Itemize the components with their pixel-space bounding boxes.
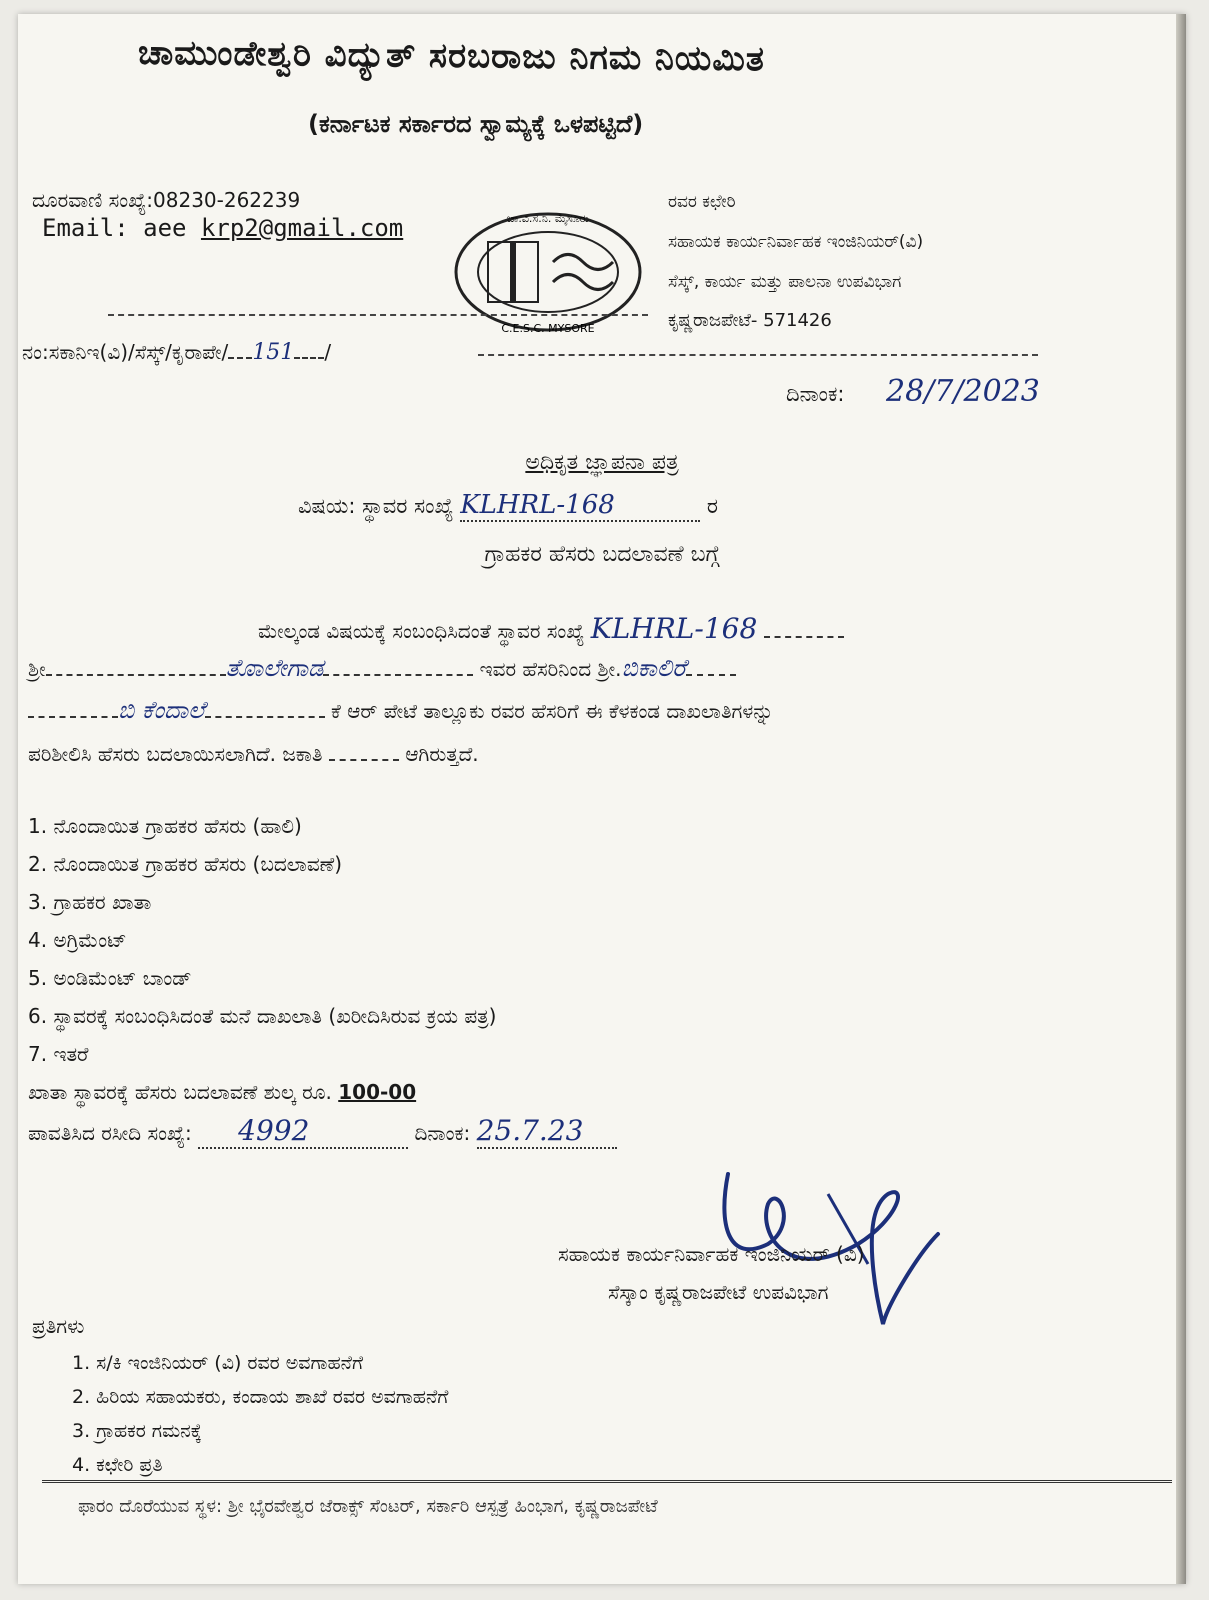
document-item-7: 7. ಇತರೆ <box>28 1042 89 1066</box>
body-end-part2: ಆಗಿರುತ್ತದೆ. <box>405 742 479 766</box>
copy-item-2: 2. ಹಿರಿಯ ಸಹಾಯಕರು, ಕಂದಾಯ ಶಾಖೆ ರವರ ಅವಗಾಹನೆಗೆ <box>72 1386 449 1408</box>
from-name-text: ಇವರ ಹೆಸರಿನಿಂದ ಶ್ರೀ. <box>479 657 622 681</box>
body-mid-line <box>28 696 773 724</box>
date-label: ದಿನಾಂಕ: <box>786 382 845 406</box>
reference-number: ನಂ:ಸಕಾನಿಇ(ವಿ)/ಸೆಸ್ಕ್/ಕೃರಾಪೇ/ 151 / <box>22 340 332 365</box>
email-prefix: Email: aee <box>42 214 201 242</box>
reference-handwritten-number: 151 <box>252 340 295 365</box>
email-address: krp2@gmail.com <box>200 214 404 242</box>
body-installation-number: KLHRL-168 <box>590 612 758 645</box>
subject-label: ವಿಷಯ: ಸ್ಥಾವರ ಸಂಖ್ಯೆ <box>298 494 454 518</box>
page-edge <box>1176 14 1186 1584</box>
fee-line <box>28 1080 416 1104</box>
seal-text-bottom: C.E.S.C. MYSORE <box>501 322 595 335</box>
receipt-label: ಪಾವತಿಸಿದ ರಸೀದಿ ಸಂಖ್ಯೆ: <box>28 1121 192 1145</box>
document-item-6: 6. ಸ್ಥಾವರಕ್ಕೆ ಸಂಬಂಧಿಸಿದಂತೆ ಮನೆ ದಾಖಲಾತಿ (ಖರೀದಿಸಿರುವ ಕ್ರಯ ಪತ್ರ) <box>28 1004 497 1028</box>
receipt-line <box>28 1114 617 1149</box>
signatory-title: ಸಹಾಯಕ ಕಾರ್ಯನಿರ್ವಾಹಕ ಇಂಜಿನಿಯರ್ (ವಿ) <box>558 1242 865 1266</box>
letter-sheet <box>18 14 1186 1584</box>
document-item-2: 2. ನೊಂದಾಯಿತ ಗ್ರಾಹಕರ ಹೆಸರು (ಬದಲಾವಣೆ) <box>28 852 343 876</box>
copies-label: ಪ್ರತಿಗಳು <box>32 1314 85 1338</box>
signatory-office: ಸೆಸ್ಕಾಂ ಕೃಷ್ಣರಾಜಪೇಟೆ ಉಪವಿಭಾಗ <box>608 1280 829 1304</box>
receipt-number: 4992 <box>238 1114 310 1147</box>
office-line-1: ರವರ ಕಛೇರಿ <box>668 192 736 212</box>
org-subtitle: (ಕರ್ನಾಟಕ ಸರ್ಕಾರದ ಸ್ವಾಮ್ಯಕ್ಕೆ ಒಳಪಟ್ಟಿದೆ) <box>308 110 644 138</box>
body-intro-line <box>258 612 844 645</box>
fee-amount: 100-00 <box>338 1080 417 1104</box>
fee-label: ಖಾತಾ ಸ್ಥಾವರಕ್ಕೆ ಹೆಸರು ಬದಲಾವಣೆ ಶುಲ್ಕ ರೂ. <box>28 1080 332 1104</box>
document-item-5: 5. ಅಂಡಿಮೆಂಟ್ ಬಾಂಡ್ <box>28 966 192 990</box>
footer-divider <box>42 1480 1172 1483</box>
copy-item-3: 3. ಗ್ರಾಹಕರ ಗಮನಕ್ಕೆ <box>72 1420 202 1442</box>
body-name-line <box>28 654 736 682</box>
copy-item-1: 1. ಸ/ಕಿ ಇಂಜಿನಿಯರ್ (ವಿ) ರವರ ಅವಗಾಹನೆಗೆ <box>72 1352 363 1374</box>
body-end-line <box>28 742 479 766</box>
document-item-1: 1. ನೊಂದಾಯಿತ ಗ್ರಾಹಕರ ಹೆಸರು (ಹಾಲಿ) <box>28 814 302 838</box>
body-end-part1: ಪರಿಶೀಲಿಸಿ ಹೆಸರು ಬದಲಾಯಿಸಲಾಗಿದೆ. ಜಕಾತಿ <box>28 742 323 766</box>
header-divider-right <box>478 354 1038 356</box>
phone-number: ದೂರವಾಣಿ ಸಂಖ್ಯೆ:08230-262239 <box>32 188 301 212</box>
copy-item-4: 4. ಕಛೇರಿ ಪ್ರತಿ <box>72 1454 163 1476</box>
footer-note: ಫಾರಂ ದೊರೆಯುವ ಸ್ಥಳ: ಶ್ರೀ ಭೈರವೇಶ್ವರ ಜೆರಾಕ್ಸ್ ಸೆಂಟರ್, ಸರ್ಕಾರಿ ಆಸ್ಪತ್ರೆ ಹಿಂಭಾಗ, ಕೃಷ್ಣರಾಜಪೇಟೆ <box>78 1496 658 1517</box>
new-consumer-name-part1: ಬಿಕಾಲಿರೆ <box>621 654 686 682</box>
header-divider-left <box>108 314 648 316</box>
cesc-seal-logo <box>448 202 648 342</box>
office-line-4: ಕೃಷ್ಣರಾಜಪೇಟೆ- 571426 <box>668 310 832 331</box>
document-item-4: 4. ಅಗ್ರಿಮೆಂಟ್ <box>28 928 127 952</box>
org-name: ಚಾಮುಂಡೇಶ್ವರಿ ವಿದ್ಯುತ್ ಸರಬರಾಜು ನಿಗಮ ನಿಯಮಿತ <box>137 32 766 80</box>
letter-heading-text: ಅಧಿಕೃತ ಜ್ಞಾಪನಾ ಪತ್ರ <box>525 450 679 475</box>
email-line <box>42 214 403 242</box>
receipt-date-label: ದಿನಾಂಕ: <box>414 1121 471 1145</box>
subject-installation-number: KLHRL-168 <box>460 490 615 520</box>
office-line-2: ಸಹಾಯಕ ಕಾರ್ಯನಿರ್ವಾಹಕ ಇಂಜಿನಿಯರ್(ವಿ) <box>668 232 924 252</box>
document-item-3: 3. ಗ್ರಾಹಕರ ಖಾತಾ <box>28 890 152 914</box>
new-consumer-name-part2: ಬಿ ಕೆಂದಾಲೆ <box>118 696 205 724</box>
letter-date: 28/7/2023 <box>886 374 1040 409</box>
old-consumer-name: ತೊಾಲೇಗಾಡ <box>225 654 324 682</box>
body-intro: ಮೇಲ್ಕಂಡ ವಿಷಯಕ್ಕೆ ಸಂಬಂಧಿಸಿದಂತೆ ಸ್ಥಾವರ ಸಂಖ್ಯೆ <box>258 619 585 643</box>
subject-suffix: ರ <box>706 494 718 518</box>
office-line-3: ಸೆಸ್ಕ್, ಕಾರ್ಯ ಮತ್ತು ಪಾಲನಾ ಉಪವಿಭಾಗ <box>668 272 902 292</box>
subject-line-2: ಗ್ರಾಹಕರ ಹೆಸರು ಬದಲಾವಣೆ ಬಗ್ಗೆ <box>484 542 720 567</box>
receipt-date: 25.7.23 <box>476 1114 584 1147</box>
seal-text-top: ಚಾ.ವಿ.ಸ.ನಿ. ಮೈಸೂರು <box>506 212 590 225</box>
letter-heading <box>18 450 1186 475</box>
sri-prefix: ಶ್ರೀ <box>28 657 46 681</box>
body-mid: ಕೆ ಆರ್ ಪೇಟೆ ತಾಲ್ಲೂಕು ರವರ ಹೆಸರಿಗೆ ಈ ಕೆಳಕಂಡ ದಾಖಲಾತಿಗಳನ್ನು <box>331 699 774 723</box>
subject-line <box>298 490 718 522</box>
reference-prefix: ನಂ:ಸಕಾನಿಇ(ವಿ)/ಸೆಸ್ಕ್/ಕೃರಾಪೇ/ <box>22 340 229 364</box>
